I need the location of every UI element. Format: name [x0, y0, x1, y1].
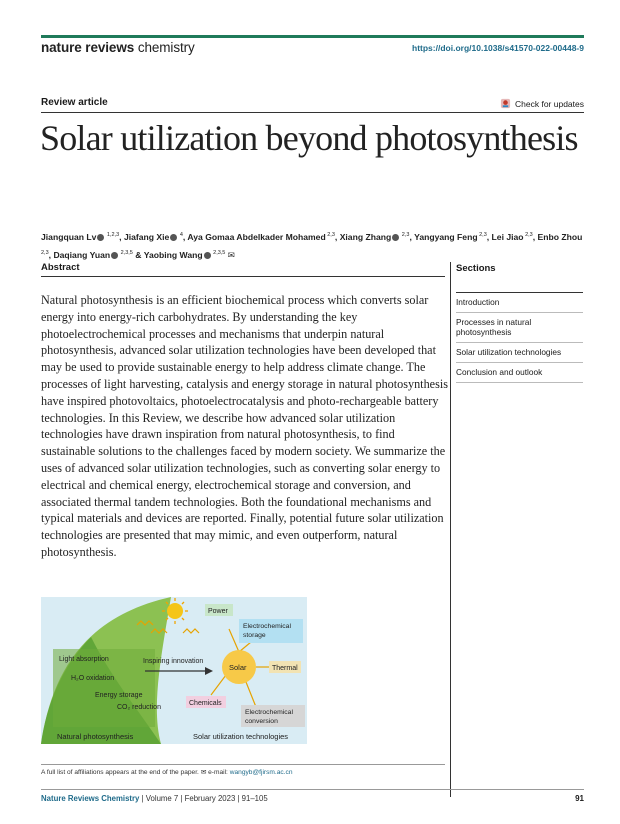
doi-link[interactable]: https://doi.org/10.1038/s41570-022-00448-9 [412, 43, 584, 53]
author[interactable]: Lei Jiao $^{2,3}$, [491, 231, 538, 242]
fig-output-electrochem-conversion-2: conversion [245, 718, 278, 725]
citation-details: | Volume 7 | February 2023 | 91–105 [141, 794, 268, 803]
abstract-figure [41, 597, 307, 744]
sections-list [456, 293, 583, 383]
check-updates-label: Check for updates [515, 98, 584, 109]
orcid-icon[interactable] [204, 252, 211, 259]
author-affiliation: 2,3 [41, 249, 49, 256]
author-name: Jiafang Xie [123, 231, 170, 242]
fig-output-power: Power [208, 608, 228, 615]
fig-arrow-label: Inspiring innovation [143, 658, 204, 665]
footnote-rule [41, 764, 445, 765]
author[interactable]: & Yaobing Wang $^{2,3,5}$ ✉ [135, 249, 235, 260]
author[interactable]: Yangyang Feng $^{2,3}$, [414, 231, 492, 242]
author-name: Daqiang Yuan [53, 249, 111, 260]
fig-label-light-absorption: Light absorption [59, 656, 109, 663]
author-name: Xiang Zhang [339, 231, 392, 242]
check-updates-button[interactable] [500, 98, 584, 109]
author[interactable]: Jiafang Xie $^4$, [123, 231, 188, 242]
mail-icon: ✉ [200, 769, 207, 776]
orcid-icon[interactable] [170, 234, 177, 241]
article-type: Review article [41, 97, 108, 108]
fig-output-chemicals: Chemicals [189, 700, 222, 707]
author[interactable]: Enbo Zhou $^{2,3}$, [41, 231, 583, 260]
author-name: Lei Jiao [491, 231, 524, 242]
page-number: 91 [575, 794, 584, 803]
author-name: Yangyang Feng [414, 231, 478, 242]
sections-heading: Sections [456, 263, 496, 274]
author-name: Aya Gomaa Abdelkader Mohamed [187, 231, 326, 242]
article-title: Solar utilization beyond photosynthesis [40, 118, 578, 158]
citation-journal: Nature Reviews Chemistry [41, 794, 140, 803]
author-affiliation: 2,3 [325, 232, 335, 238]
orcid-icon[interactable] [392, 234, 399, 241]
mail-icon[interactable]: ✉ [225, 249, 235, 260]
orcid-icon[interactable] [97, 234, 104, 241]
section-link-natural-photosynthesis[interactable]: Processes in natural photosynthesis [456, 313, 583, 343]
fig-caption-left: Natural photosynthesis [57, 732, 134, 741]
author-affiliation: 2,3 [523, 232, 533, 238]
author[interactable] [53, 250, 135, 260]
fig-output-electrochem-conversion-1: Electrochemical [245, 709, 293, 716]
light-wave-3 [183, 629, 199, 633]
fig-output-electrochem-storage-1: Electrochemical [243, 623, 291, 630]
journal-name-light: chemistry [137, 40, 195, 55]
abstract-text: Natural photosynthesis is an efficient biochemical process which converts solar energy into energy-rich carbohydrates. By understanding the key photoelectrochemical processes and mechanisms that underpin natural photosynthesis, advanced solar utilization technologies have been developed that may be used to provide sustainable energy to help address climate change. The processes of light harvesting, catalysis and energy storage in natural photosynthesis have inspired photovoltaics, photoelectrocatalysis and photo-rechargeable battery technologies. In this Review, we describe how advanced solar utilization technologies have drawn inspiration from natural photosynthesis, to find sustainable solutions to the challenges faced by modern society. We summarize the uses of advanced solar utilization technologies, such as converting solar energy to electrical and chemical energy, electrochemical storage and conversion, and associated thermal tandem technologies. Both the foundational mechanisms and typical materials and devices are reported. Finally, potential future solar utilization technologies are presented that may mimic, and even outperform, natural photosynthesis. [41, 293, 448, 559]
check-updates-icon [500, 98, 511, 109]
email-link[interactable]: wangyb@fjirsm.ac.cn [229, 769, 293, 776]
header-rule [41, 112, 584, 113]
affiliations-note: A full list of affiliations appears at the end of the paper. [41, 769, 199, 776]
fig-label-co2-reduction: CO₂ reduction [117, 704, 161, 711]
footnote [41, 768, 293, 776]
author-list [41, 228, 586, 262]
author-name: Yaobing Wang [143, 249, 203, 260]
footer-rule [41, 789, 584, 790]
author[interactable]: Jiangquan Lv $^{1,2,3}$, [41, 231, 124, 242]
section-link-introduction[interactable]: Introduction [456, 293, 583, 313]
fig-label-energy-storage: Energy storage [95, 692, 143, 699]
fig-output-thermal: Thermal [272, 665, 298, 672]
abstract-heading: Abstract [41, 262, 80, 273]
fig-caption-right: Solar utilization technologies [193, 732, 289, 741]
fig-solar-label: Solar [229, 663, 247, 672]
email-label: e-mail: [208, 769, 228, 776]
journal-name [41, 40, 195, 55]
author-affiliation: 2,3,5 [119, 249, 133, 256]
citation [41, 794, 268, 803]
fig-arrow-head [205, 667, 213, 675]
author-affiliation: 4 [178, 232, 183, 238]
author-affiliation: 2,3,5 [211, 249, 226, 256]
author-name: Enbo Zhou [537, 231, 583, 242]
header-accent-bar [41, 35, 584, 38]
orcid-icon[interactable] [111, 252, 118, 259]
abstract-rule [41, 276, 445, 277]
author-affiliation: 1,2,3 [105, 232, 120, 238]
section-link-conclusion[interactable]: Conclusion and outlook [456, 363, 583, 383]
author-affiliation: 2,3 [477, 232, 487, 238]
fig-output-electrochem-storage-2: storage [243, 632, 266, 639]
author[interactable]: Aya Gomaa Abdelkader Mohamed $^{2,3}$, [187, 231, 340, 242]
journal-name-bold: nature reviews [41, 40, 135, 55]
fig-label-water-oxidation: H₂O oxidation [71, 675, 115, 682]
author-affiliation: 2,3 [400, 232, 410, 238]
author[interactable]: Xiang Zhang $^{2,3}$, [339, 231, 415, 242]
column-divider [450, 262, 451, 797]
section-link-solar-technologies[interactable]: Solar utilization technologies [456, 343, 583, 363]
author-name: Jiangquan Lv [41, 231, 97, 242]
